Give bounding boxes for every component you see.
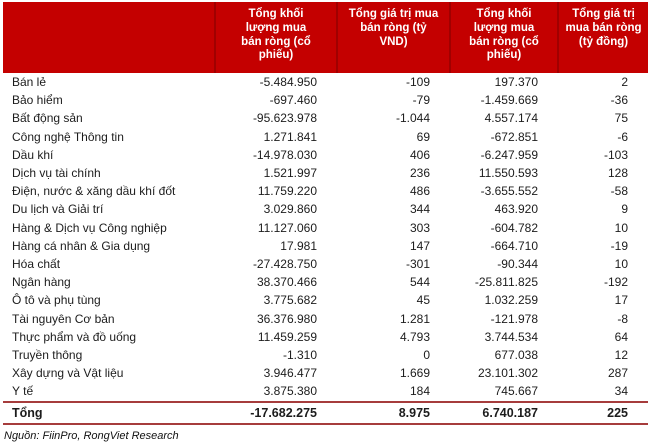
- value-cell: 236: [409, 166, 430, 181]
- value-cell: 677.038: [494, 348, 538, 363]
- value-cell: 287: [607, 366, 628, 381]
- value-cell: -604.782: [490, 220, 538, 235]
- header-cell-value-2: Tổng giá trị mua bán ròng (tỷ đồng): [558, 2, 648, 73]
- header-cell-volume-2: Tổng khối lượng mua bán ròng (cổ phiếu): [450, 2, 558, 73]
- header-cell-value-1: Tổng giá trị mua bán ròng (tỷ VND): [337, 2, 450, 73]
- value-cell: 23.101.302: [477, 366, 538, 381]
- value-cell: -58: [610, 184, 628, 199]
- table-row: [3, 219, 648, 237]
- value-cell: -25.811.825: [474, 275, 538, 290]
- sector-label: Thực phẩm và đồ uống: [12, 329, 137, 344]
- table-row: [3, 128, 648, 146]
- value-cell: -27.428.750: [252, 257, 317, 272]
- value-cell: -103: [603, 147, 628, 162]
- sector-label: Ngân hàng: [12, 275, 71, 290]
- value-cell: 463.920: [494, 202, 538, 217]
- value-cell: 486: [409, 184, 430, 199]
- value-cell: 184: [409, 384, 430, 399]
- value-cell: 17.981: [280, 238, 317, 253]
- value-cell: 75: [614, 111, 628, 126]
- sector-label: Y tế: [12, 384, 34, 399]
- total-value: 225: [558, 402, 648, 424]
- value-cell: 1.669: [399, 366, 430, 381]
- value-cell: 3.029.860: [263, 202, 317, 217]
- header-row: [3, 2, 648, 73]
- value-cell: -79: [412, 93, 430, 108]
- sector-label: Tài nguyên Cơ bản: [12, 311, 115, 326]
- total-value: 6.740.187: [450, 402, 558, 424]
- header-cell-sector: [3, 2, 215, 73]
- value-cell: 12: [614, 348, 628, 363]
- total-row: [3, 402, 648, 424]
- value-cell: 11.759.220: [257, 184, 317, 199]
- value-cell: 344: [409, 202, 430, 217]
- sector-label: Du lịch và Giải trí: [12, 202, 104, 217]
- value-cell: 4.557.174: [484, 111, 538, 126]
- value-cell: -109: [405, 75, 430, 89]
- table-row: [3, 364, 648, 382]
- value-cell: -301: [405, 257, 430, 272]
- table-row: [3, 237, 648, 255]
- value-cell: 1.281: [399, 311, 430, 326]
- value-cell: -192: [603, 275, 628, 290]
- value-cell: -95.623.978: [252, 111, 317, 126]
- table-row: [3, 91, 648, 109]
- sector-net-trading-table: [3, 2, 648, 425]
- table-row: [3, 328, 648, 346]
- sector-label: Bất động sản: [12, 111, 83, 126]
- table-row: [3, 255, 648, 273]
- table-row: [3, 382, 648, 401]
- sector-label: Bảo hiểm: [12, 93, 63, 108]
- value-cell: 69: [416, 129, 430, 144]
- sector-label: Truyền thông: [12, 348, 83, 363]
- value-cell: 3.946.477: [263, 366, 317, 381]
- value-cell: 11.127.060: [257, 220, 317, 235]
- value-cell: 2: [621, 75, 628, 89]
- table-row: [3, 291, 648, 309]
- value-cell: 197.370: [494, 75, 538, 89]
- table-row: [3, 273, 648, 291]
- table-row: [3, 310, 648, 328]
- value-cell: 64: [614, 329, 628, 344]
- value-cell: 10: [614, 220, 628, 235]
- value-cell: 45: [416, 293, 430, 308]
- value-cell: 34: [614, 384, 628, 399]
- value-cell: -1.459.669: [480, 93, 538, 108]
- value-cell: 11.459.259: [257, 329, 317, 344]
- value-cell: 303: [409, 220, 430, 235]
- value-cell: 4.793: [399, 329, 430, 344]
- value-cell: -3.655.552: [480, 184, 538, 199]
- value-cell: 17: [614, 293, 628, 308]
- value-cell: 1.521.997: [263, 166, 317, 181]
- value-cell: 128: [607, 166, 628, 181]
- value-cell: -5.484.950: [259, 75, 317, 89]
- sector-label: Hàng & Dịch vụ Công nghiệp: [12, 220, 167, 235]
- sector-label: Dầu khí: [12, 147, 54, 162]
- value-cell: -1.310: [282, 348, 317, 363]
- value-cell: -8: [617, 311, 628, 326]
- value-cell: -1.044: [395, 111, 430, 126]
- total-value: -17.682.275: [215, 402, 337, 424]
- sector-label: Xây dựng và Vật liệu: [12, 366, 124, 381]
- table-row: [3, 346, 648, 364]
- value-cell: -90.344: [497, 257, 538, 272]
- source-note: Nguồn: FiinPro, RongViet Research: [4, 429, 179, 442]
- value-cell: -672.851: [490, 129, 538, 144]
- total-label: Tổng: [3, 402, 215, 424]
- table-row: [3, 164, 648, 182]
- table-row: [3, 200, 648, 218]
- value-cell: 1.032.259: [484, 293, 538, 308]
- sector-label: Hàng cá nhân & Gia dụng: [12, 238, 151, 253]
- value-cell: 38.370.466: [256, 275, 317, 290]
- total-value: 8.975: [337, 402, 450, 424]
- sector-label: Hóa chất: [12, 257, 61, 272]
- value-cell: -14.978.030: [252, 147, 317, 162]
- value-cell: 3.775.682: [263, 293, 317, 308]
- sector-label: Công nghệ Thông tin: [12, 129, 124, 144]
- value-cell: -6: [617, 129, 628, 144]
- header-cell-volume-1: Tổng khối lượng mua bán ròng (cổ phiếu): [215, 2, 337, 73]
- value-cell: 1.271.841: [263, 129, 317, 144]
- value-cell: 147: [409, 238, 430, 253]
- value-cell: 11.550.593: [478, 166, 538, 181]
- table-row: [3, 182, 648, 200]
- value-cell: -6.247.959: [480, 147, 538, 162]
- value-cell: 406: [409, 147, 430, 162]
- sector-label: Bán lẻ: [12, 75, 47, 89]
- value-cell: 3.744.534: [484, 329, 538, 344]
- value-cell: -36: [610, 93, 628, 108]
- value-cell: 9: [621, 202, 628, 217]
- value-cell: -19: [610, 238, 628, 253]
- table-row: [3, 146, 648, 164]
- value-cell: -121.978: [490, 311, 538, 326]
- value-cell: -664.710: [490, 238, 538, 253]
- sector-label: Ô tô và phụ tùng: [12, 293, 101, 308]
- value-cell: -697.460: [269, 93, 317, 108]
- value-cell: 10: [614, 257, 628, 272]
- table-row: [3, 73, 648, 91]
- value-cell: 745.667: [494, 384, 538, 399]
- sector-label: Điện, nước & xăng dầu khí đốt: [12, 184, 176, 199]
- sector-label: Dịch vụ tài chính: [12, 166, 101, 181]
- value-cell: 544: [409, 275, 430, 290]
- table-row: [3, 109, 648, 127]
- value-cell: 3.875.380: [263, 384, 317, 399]
- value-cell: 36.376.980: [256, 311, 317, 326]
- value-cell: 0: [423, 348, 430, 363]
